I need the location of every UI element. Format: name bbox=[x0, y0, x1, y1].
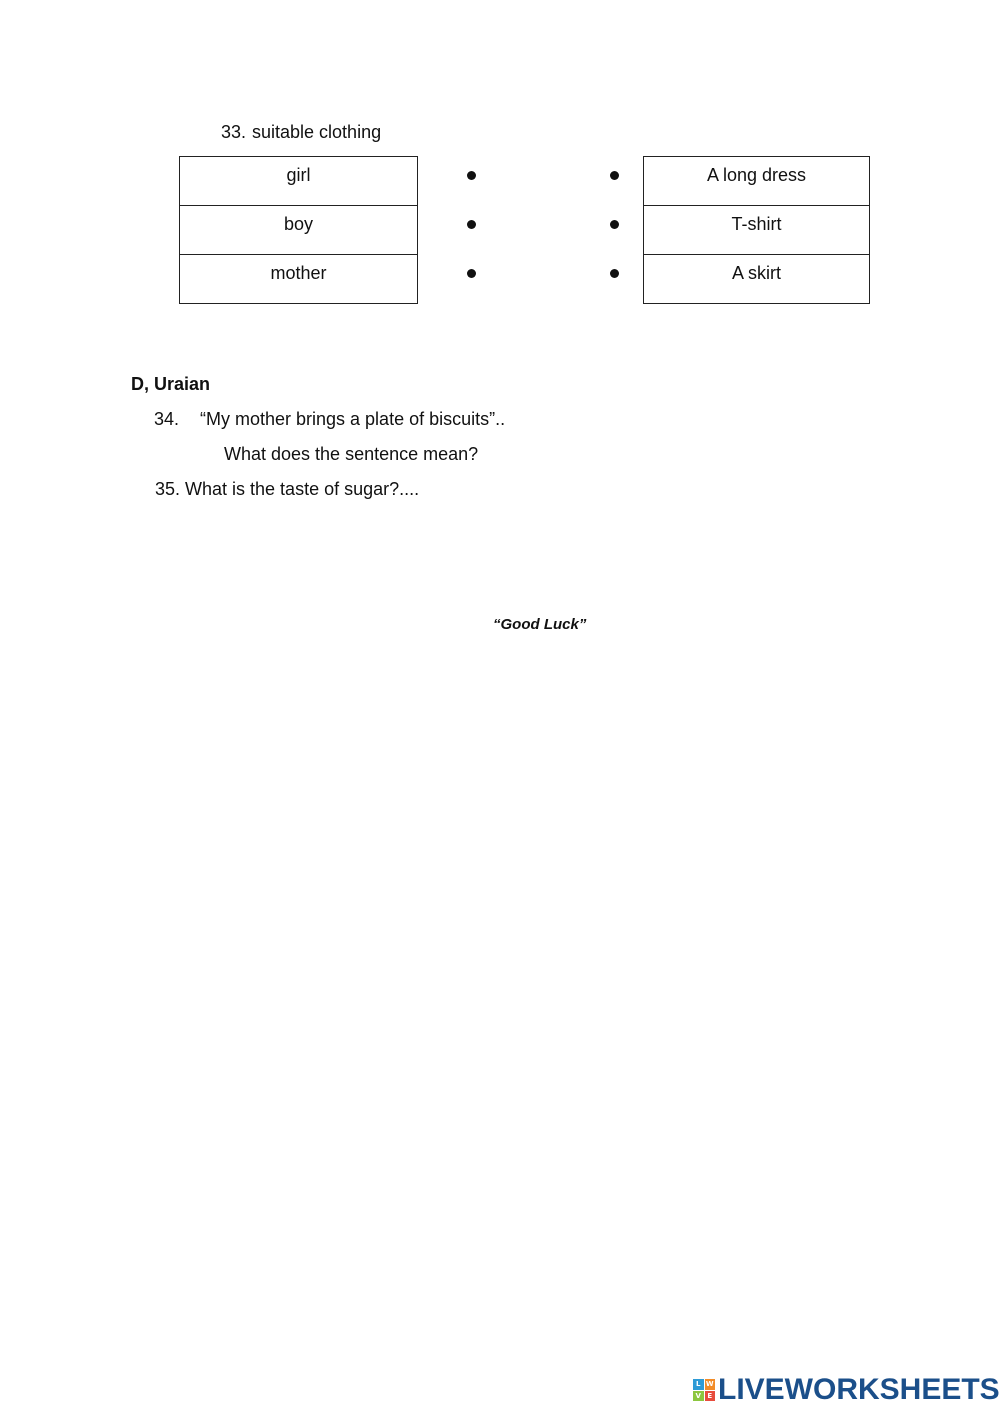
question-33-number: 33. bbox=[221, 122, 247, 142]
right-item: A skirt bbox=[644, 255, 870, 304]
table-row bbox=[644, 157, 870, 206]
left-item: boy bbox=[180, 206, 418, 255]
left-match-table bbox=[179, 156, 418, 304]
table-row bbox=[644, 255, 870, 304]
logo-letter: W bbox=[705, 1380, 714, 1389]
left-match-dot[interactable] bbox=[467, 220, 476, 229]
good-luck-text: “Good Luck” bbox=[493, 616, 587, 633]
liveworksheets-logo-icon bbox=[693, 1379, 715, 1401]
left-item: girl bbox=[180, 157, 418, 206]
table-row bbox=[180, 255, 418, 304]
table-row bbox=[644, 206, 870, 255]
left-item: mother bbox=[180, 255, 418, 304]
logo-letter: L bbox=[693, 1379, 704, 1390]
right-match-dot[interactable] bbox=[610, 220, 619, 229]
logo-letter: V bbox=[693, 1391, 704, 1402]
right-match-dot[interactable] bbox=[610, 171, 619, 180]
logo-letter: E bbox=[705, 1391, 716, 1402]
left-match-dot[interactable] bbox=[467, 269, 476, 278]
question-34-prompt: What does the sentence mean? bbox=[224, 444, 479, 464]
question-34-number: 34. bbox=[154, 409, 180, 429]
question-33-text: suitable clothing bbox=[252, 122, 382, 142]
table-row bbox=[180, 206, 418, 255]
right-item: A long dress bbox=[644, 157, 870, 206]
brand-name: LIVEWORKSHEETS bbox=[718, 1373, 1000, 1406]
question-34-quote: “My mother brings a plate of biscuits”.. bbox=[200, 409, 506, 429]
liveworksheets-brand bbox=[693, 1373, 1000, 1407]
left-match-dot[interactable] bbox=[467, 171, 476, 180]
question-35-text: 35. What is the taste of sugar?.... bbox=[155, 479, 420, 499]
right-match-dot[interactable] bbox=[610, 269, 619, 278]
section-d-title: D, Uraian bbox=[131, 374, 211, 394]
right-item: T-shirt bbox=[644, 206, 870, 255]
table-row bbox=[180, 157, 418, 206]
right-match-table bbox=[643, 156, 870, 304]
